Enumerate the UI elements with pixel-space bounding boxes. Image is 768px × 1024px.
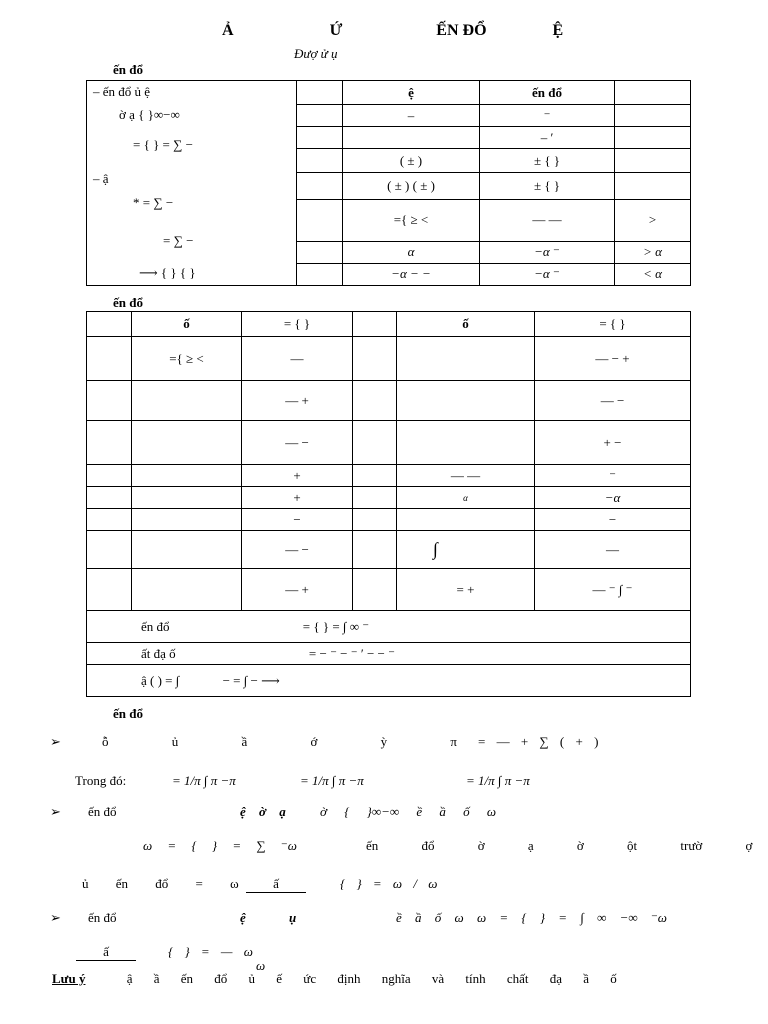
s2-cell: ∫ <box>397 531 535 569</box>
s2-cell <box>132 421 242 465</box>
line4-formula: { } = — ω <box>168 944 253 959</box>
bullet3-rest: ề ầ ố ω ω = { } = ∫ ∞ −∞ ⁻ω <box>396 910 667 925</box>
line3-formula: { } = ω / ω <box>340 876 438 891</box>
s2-cell <box>353 381 397 421</box>
s2-cell: — <box>242 337 353 381</box>
s2-cell: − <box>242 509 353 531</box>
note-line <box>52 971 617 987</box>
trong-do-label: Trong đó: <box>75 773 127 788</box>
s2-footer-row <box>87 665 691 697</box>
s1-cell: ={ ≥ < <box>343 199 480 241</box>
line4-denom: ω <box>256 958 266 973</box>
s2-cell: − <box>535 509 691 531</box>
page-title <box>222 22 563 40</box>
line3-sub: ấ <box>246 876 306 893</box>
s1-cell: ⁻ <box>480 105 615 127</box>
bullet-arrow-icon: ➢ <box>50 910 61 925</box>
s1-left-line: = ∑ − <box>163 233 194 248</box>
s2-cell: + <box>242 487 353 509</box>
s2-cell: −α <box>535 487 691 509</box>
s1-cell <box>297 173 343 199</box>
s2-cell <box>397 337 535 381</box>
s2-cell <box>87 381 132 421</box>
s2-cell: — − + <box>535 337 691 381</box>
title-part: Ệ <box>552 22 564 39</box>
s2-cell <box>132 509 242 531</box>
s1-cell <box>297 241 343 263</box>
s1-header-cell: ệ <box>343 81 480 105</box>
s2-cell: = + <box>397 569 535 611</box>
s2-cell <box>353 509 397 531</box>
s1-cell <box>615 149 691 173</box>
s1-cell <box>297 105 343 127</box>
s2-cell: ⁻ <box>535 465 691 487</box>
title-part: Ứ <box>329 22 343 39</box>
line3-text: ủ ến đổ = ω <box>82 876 239 891</box>
s1-cell <box>615 81 691 105</box>
s2-cell: — <box>535 531 691 569</box>
bullet3-bold: ệ ụ <box>240 910 297 925</box>
s2-cell <box>353 569 397 611</box>
s1-cell <box>297 81 343 105</box>
s2-footer-row <box>87 611 691 643</box>
formula-bn: = 1/π ∫ π −π <box>466 773 530 788</box>
title-part: Ả <box>222 22 234 39</box>
s2-cell: — + <box>242 381 353 421</box>
s1-cell: ( ± ) <box>343 149 480 173</box>
s1-cell <box>297 199 343 241</box>
s2-cell <box>87 487 132 509</box>
s1-cell: – <box>343 105 480 127</box>
s2-cell <box>87 509 132 531</box>
s1-cell: – ′ <box>480 127 615 149</box>
footer-formula: = − ⁻ − ⁻ ′ − − ⁻ <box>308 645 395 661</box>
s2-cell <box>132 465 242 487</box>
formula-a0: = 1/π ∫ π −π <box>172 773 236 788</box>
s1-left-line: = { } = ∑ − <box>133 137 193 152</box>
s2-cell <box>353 487 397 509</box>
s1-header-cell: ến đổ <box>480 81 615 105</box>
s2-cell <box>87 531 132 569</box>
formula-an: = 1/π ∫ π −π <box>300 773 364 788</box>
s1-cell: ± { } <box>480 149 615 173</box>
s1-cell <box>297 149 343 173</box>
section1-table <box>86 80 691 286</box>
title-part: ẾN ĐỔ <box>436 22 487 39</box>
s1-cell: −α ⁻ <box>480 263 615 285</box>
s1-cell <box>297 127 343 149</box>
s1-left-line: ⟶ { } { } <box>139 265 196 280</box>
s2-cell <box>353 421 397 465</box>
s2-cell <box>397 509 535 531</box>
s1-left-line: – ến đổ ủ ệ <box>93 84 151 99</box>
s2-cell: — − <box>535 381 691 421</box>
s1-cell <box>343 127 480 149</box>
s2-cell <box>353 337 397 381</box>
bullet-arrow-icon: ➢ <box>50 734 61 749</box>
footer-formula: = { } = ∫ ∞ ⁻ <box>302 618 370 634</box>
subtitle: Đượ ử ụ <box>294 46 338 61</box>
s2-cell: ={ ≥ < <box>132 337 242 381</box>
s2-cell <box>87 569 132 611</box>
bullet3-text: ến đổ <box>88 910 117 925</box>
s2-cell <box>87 337 132 381</box>
s2-footer-row <box>87 643 691 665</box>
bullet-arrow-icon: ➢ <box>50 804 61 819</box>
s2-cell <box>87 421 132 465</box>
s1-cell: — — <box>480 199 615 241</box>
s2-header-cell: = { } <box>242 312 353 337</box>
section3-heading: ến đổ <box>113 706 143 721</box>
s1-cell <box>615 127 691 149</box>
s2-cell <box>397 381 535 421</box>
s2-cell <box>353 312 397 337</box>
s2-cell: α <box>397 487 535 509</box>
s1-cell <box>297 263 343 285</box>
s1-cell: −α − − <box>343 263 480 285</box>
line4-sub: ấ <box>76 944 136 961</box>
footer-label: ất đạ ố <box>141 645 176 661</box>
s2-cell <box>87 465 132 487</box>
footer-label: ậ ( ) = ∫ <box>141 672 180 688</box>
s1-cell: ( ± ) ( ± ) <box>343 173 480 199</box>
footer-label: ến đổ <box>141 618 170 634</box>
s1-left-line: ờ ạ { }∞−∞ <box>119 107 180 122</box>
line2-formula: ω = { } = ∑ ⁻ω <box>143 838 297 853</box>
s2-cell: — − <box>242 531 353 569</box>
s1-cell <box>615 105 691 127</box>
s2-header-cell: = { } <box>535 312 691 337</box>
section2-table <box>86 311 691 697</box>
s1-cell: > α <box>615 241 691 263</box>
s2-cell: — − <box>242 421 353 465</box>
s1-left-line: * = ∑ − <box>133 195 174 210</box>
s1-cell: < α <box>615 263 691 285</box>
s1-cell: α <box>343 241 480 263</box>
s1-cell: −α ⁻ <box>480 241 615 263</box>
s2-cell: — ⁻ ∫ ⁻ <box>535 569 691 611</box>
s2-cell <box>397 421 535 465</box>
s1-left-line: – ậ <box>93 171 109 186</box>
s2-cell: — + <box>242 569 353 611</box>
s2-cell <box>132 487 242 509</box>
note-label: Lưu ý <box>52 971 86 986</box>
section2-heading: ến đổ <box>113 295 143 310</box>
footer-formula: − = ∫ − ⟶ <box>222 672 280 688</box>
s2-cell <box>87 312 132 337</box>
s2-cell <box>132 569 242 611</box>
s2-cell: — — <box>397 465 535 487</box>
s2-cell <box>132 381 242 421</box>
bullet2-bold: ệ ờ ạ <box>240 804 286 819</box>
bullet2-text: ến đổ <box>88 804 117 819</box>
note-text: ậ ầ ến đổ ủ ế ức định nghĩa và tính chất đạ ầ ố <box>126 971 617 986</box>
bullet2-rest: ờ { }∞−∞ ề ầ ố ω <box>320 804 497 819</box>
s1-left-cell <box>87 81 297 286</box>
s2-cell: + <box>242 465 353 487</box>
s2-header-cell: ố <box>132 312 242 337</box>
section1-heading: ến đổ <box>113 62 143 77</box>
s2-cell: + − <box>535 421 691 465</box>
line2-text: ến đổ ờ ạ ờ ột trườ ợ <box>366 838 753 853</box>
s2-cell <box>132 531 242 569</box>
s2-cell <box>353 465 397 487</box>
s2-header-cell: ố <box>397 312 535 337</box>
bullet1-formula: = — + ∑ ( + ) <box>478 734 599 749</box>
s2-cell <box>353 531 397 569</box>
s1-cell <box>615 173 691 199</box>
s1-cell: ± { } <box>480 173 615 199</box>
bullet1-text: ỗ ủ ầ ớ ỳ π <box>102 734 457 749</box>
s1-cell: > <box>615 199 691 241</box>
